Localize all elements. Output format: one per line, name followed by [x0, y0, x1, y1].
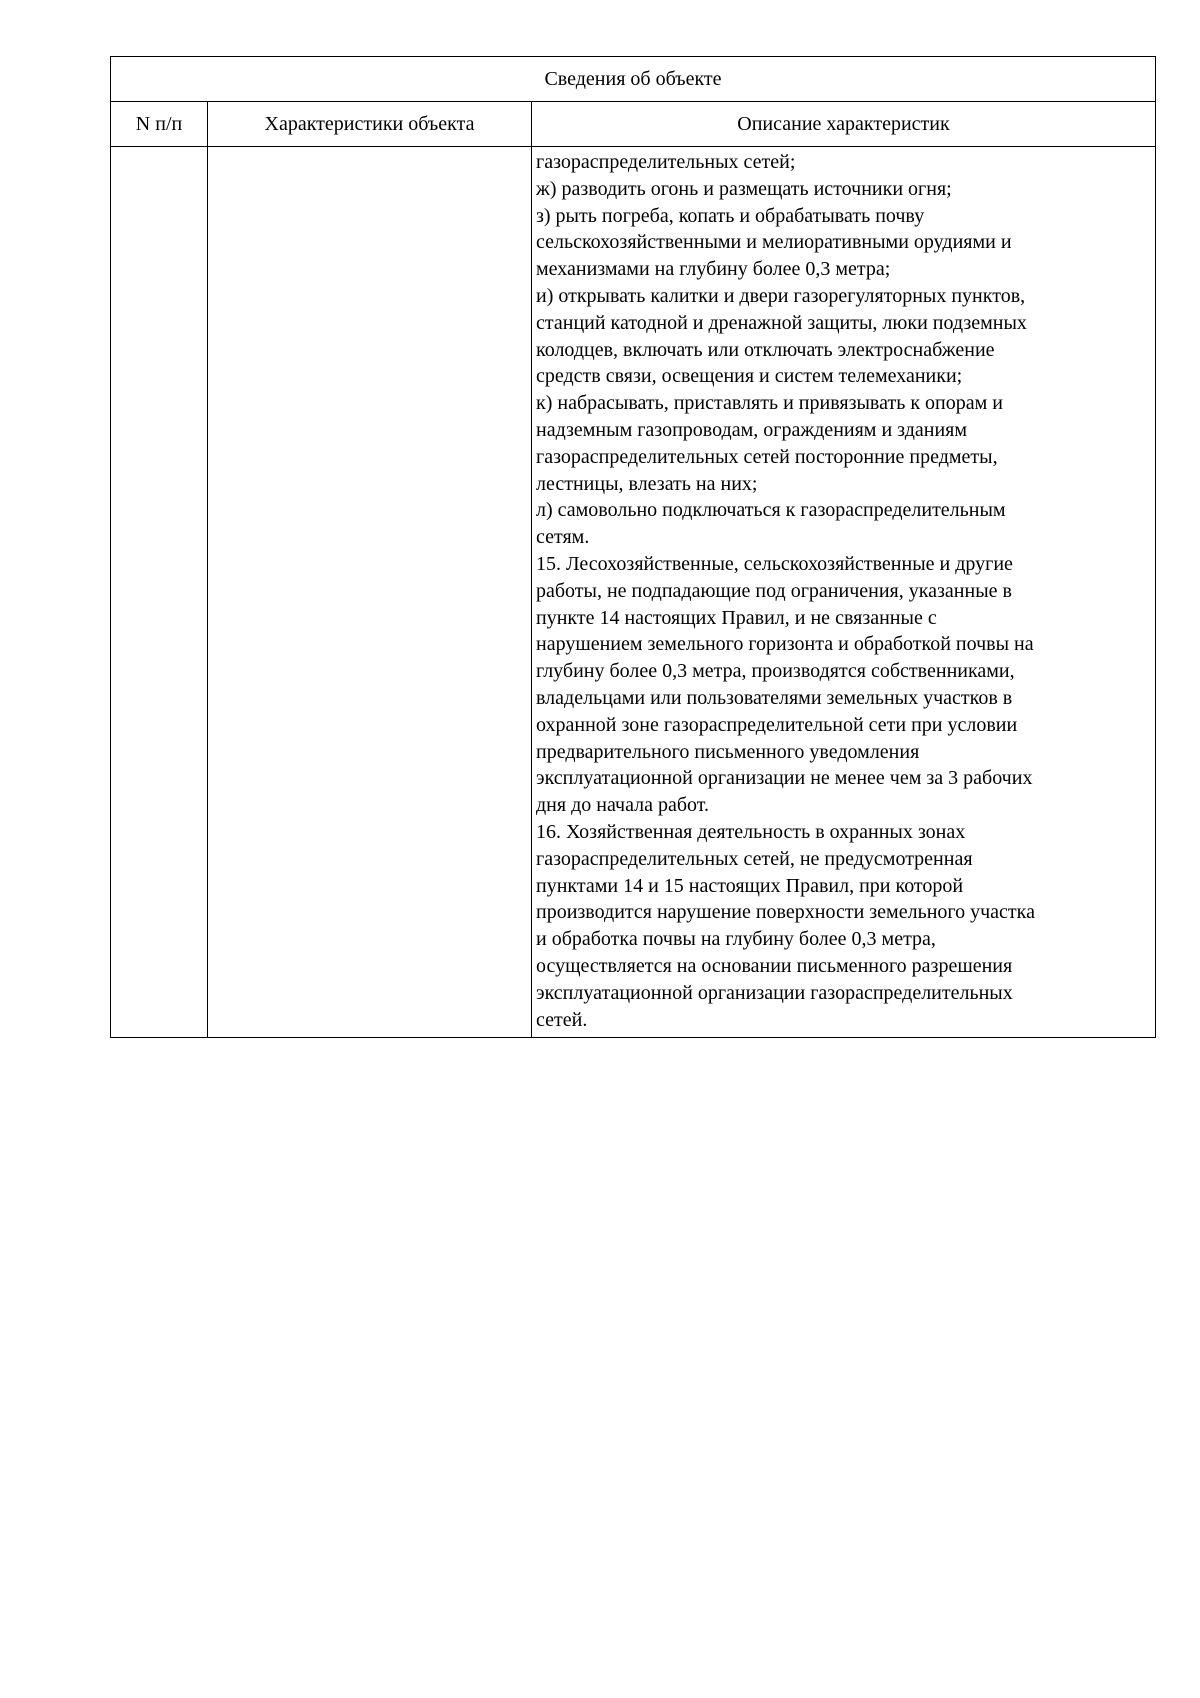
- description-line: 16. Хозяйственная деятельность в охранных зонах: [536, 820, 966, 843]
- description-text: [532, 147, 1155, 1037]
- row-characteristic-cell: [208, 147, 532, 1038]
- column-header-characteristics: Характеристики объекта: [208, 102, 532, 147]
- description-line: и) открывать калитки и двери газорегуляторных пунктов,: [536, 284, 1026, 307]
- description-line: лестницы, влезать на них;: [536, 472, 758, 495]
- description-line: охранной зоне газораспределительной сети при условии: [536, 713, 1018, 736]
- description-line: сельскохозяйственными и мелиоративными орудиями и: [536, 231, 1012, 254]
- table-title: Сведения об объекте: [111, 57, 1156, 102]
- description-line: к) набрасывать, приставлять и привязывать к опорам и: [536, 392, 1003, 415]
- description-line: газораспределительных сетей, не предусмотренная: [536, 847, 973, 870]
- description-line: глубину более 0,3 метра, производятся собственниками,: [536, 660, 1015, 683]
- description-line: ж) разводить огонь и размещать источники огня;: [536, 177, 952, 200]
- description-line: пунктами 14 и 15 настоящих Правил, при которой: [536, 874, 964, 897]
- description-line: 15. Лесохозяйственные, сельскохозяйственные и другие: [536, 552, 1013, 575]
- description-line: производится нарушение поверхности земельного участка: [536, 901, 1035, 924]
- object-info-table: [110, 56, 1156, 1038]
- description-line: механизмами на глубину более 0,3 метра;: [536, 258, 891, 281]
- description-line: станций катодной и дренажной защиты, люки подземных: [536, 311, 1027, 334]
- description-line: газораспределительных сетей посторонние предметы,: [536, 445, 998, 468]
- table-title-row: [111, 57, 1156, 102]
- description-line: сетей.: [536, 1008, 588, 1031]
- description-line: л) самовольно подключаться к газораспределительным: [536, 499, 1006, 522]
- column-header-description: Описание характеристик: [532, 102, 1156, 147]
- description-line: колодцев, включать или отключать электроснабжение: [536, 338, 995, 361]
- description-line: газораспределительных сетей;: [536, 151, 796, 173]
- description-line: и обработка почвы на глубину более 0,3 метра,: [536, 928, 936, 951]
- description-line: владельцами или пользователями земельных участков в: [536, 686, 1013, 709]
- description-line: з) рыть погреба, копать и обрабатывать почву: [536, 204, 925, 227]
- description-line: предварительного письменного уведомления: [536, 740, 920, 763]
- description-line: надземным газопроводам, ограждениям и зданиям: [536, 418, 968, 441]
- row-description-cell: [532, 147, 1156, 1038]
- table-header-row: [111, 102, 1156, 147]
- column-header-number: N п/п: [111, 102, 208, 147]
- description-line: работы, не подпадающие под ограничения, указанные в: [536, 579, 1012, 602]
- description-line: осуществляется на основании письменного разрешения: [536, 954, 1013, 977]
- description-line: эксплуатационной организации не менее чем за 3 рабочих: [536, 767, 1033, 790]
- table-row: [111, 147, 1156, 1038]
- description-line: средств связи, освещения и систем телемеханики;: [536, 365, 963, 388]
- description-line: нарушением земельного горизонта и обработкой почвы на: [536, 633, 1034, 656]
- description-line: эксплуатационной организации газораспределительных: [536, 981, 1013, 1004]
- description-line: дня до начала работ.: [536, 794, 710, 817]
- description-line: пункте 14 настоящих Правил, и не связанные с: [536, 606, 937, 629]
- row-number-cell: [111, 147, 208, 1038]
- description-line: сетям.: [536, 526, 590, 549]
